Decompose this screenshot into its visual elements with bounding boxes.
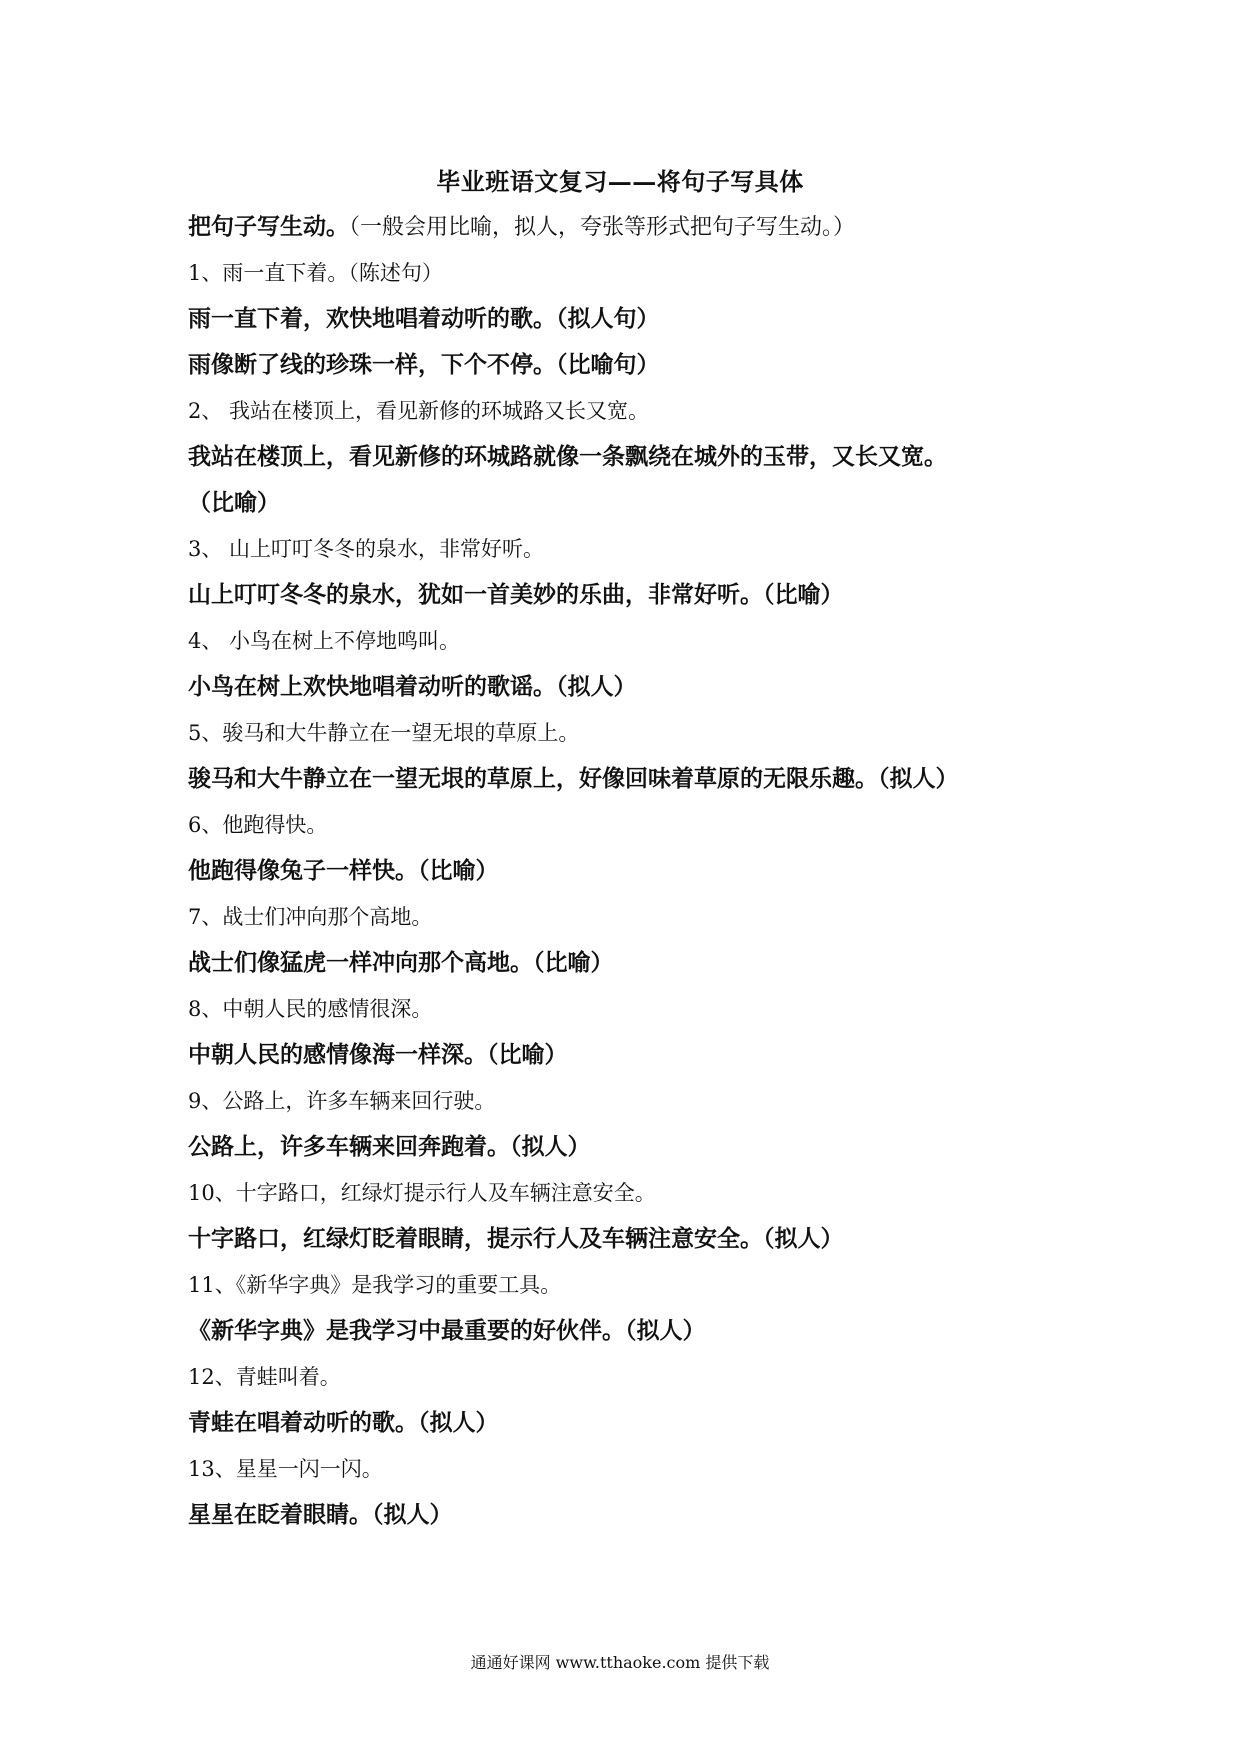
intro-note: （一般会用比喻，拟人，夸张等形式把句子写生动。） — [349, 215, 856, 240]
question-line: 4、 小鸟在树上不停地鸣叫。 — [188, 629, 461, 653]
intro-heading: 把句子写生动。 — [188, 214, 349, 240]
answer-line: 青蛙在唱着动听的歌。（拟人） — [188, 1410, 499, 1436]
intro-line — [188, 204, 1068, 250]
question-line: 13、星星一闪一闪。 — [188, 1457, 383, 1481]
answer-line: 十字路口，红绿灯眨着眼睛，提示行人及车辆注意安全。（拟人） — [188, 1226, 844, 1252]
answer-line: 他跑得像兔子一样快。（比喻） — [188, 858, 499, 884]
footer-credit: 通通好课网 www.tthaoke.com 提供下载 — [470, 1653, 770, 1672]
question-line: 2、 我站在楼顶上，看见新修的环城路又长又宽。 — [188, 399, 650, 423]
answer-line: 山上叮叮冬冬的泉水，犹如一首美妙的乐曲，非常好听。（比喻） — [188, 582, 844, 608]
page-title: 毕业班语文复习——将句子写具体 — [436, 167, 804, 196]
question-line: 5、骏马和大牛静立在一望无垠的草原上。 — [188, 721, 580, 745]
answer-line: 中朝人民的感情像海一样深。（比喻） — [188, 1042, 568, 1068]
question-line: 6、他跑得快。 — [188, 813, 328, 837]
answer-line: 雨像断了线的珍珠一样，下个不停。（比喻句） — [188, 352, 660, 378]
question-line: 3、 山上叮叮冬冬的泉水，非常好听。 — [188, 537, 545, 561]
question-line: 11、《新华字典》是我学习的重要工具。 — [188, 1273, 562, 1297]
question-line: 10、十字路口，红绿灯提示行人及车辆注意安全。 — [188, 1181, 656, 1205]
question-line: 1、雨一直下着。（陈述句） — [188, 261, 443, 285]
answer-line: 雨一直下着，欢快地唱着动听的歌。（拟人句） — [188, 306, 660, 332]
answer-line: 公路上，许多车辆来回奔跑着。（拟人） — [188, 1134, 591, 1160]
answer-line: 骏马和大牛静立在一望无垠的草原上，好像回味着草原的无限乐趣。（拟人） — [188, 766, 959, 792]
question-line: 8、中朝人民的感情很深。 — [188, 997, 433, 1021]
document-body — [188, 204, 1068, 1538]
answer-line: 我站在楼顶上，看见新修的环城路就像一条飘绕在城外的玉带，又长又宽。（比喻） — [188, 444, 947, 516]
exercise-list — [188, 250, 1068, 1538]
question-line: 9、公路上，许多车辆来回行驶。 — [188, 1089, 496, 1113]
answer-line: 星星在眨着眼睛。（拟人） — [188, 1502, 453, 1528]
question-line: 12、青蛙叫着。 — [188, 1365, 341, 1389]
answer-line: 小鸟在树上欢快地唱着动听的歌谣。（拟人） — [188, 674, 637, 700]
question-line: 7、战士们冲向那个高地。 — [188, 905, 433, 929]
answer-line: 《新华字典》是我学习中最重要的好伙伴。（拟人） — [188, 1318, 706, 1344]
answer-line: 战士们像猛虎一样冲向那个高地。（比喻） — [188, 950, 614, 976]
